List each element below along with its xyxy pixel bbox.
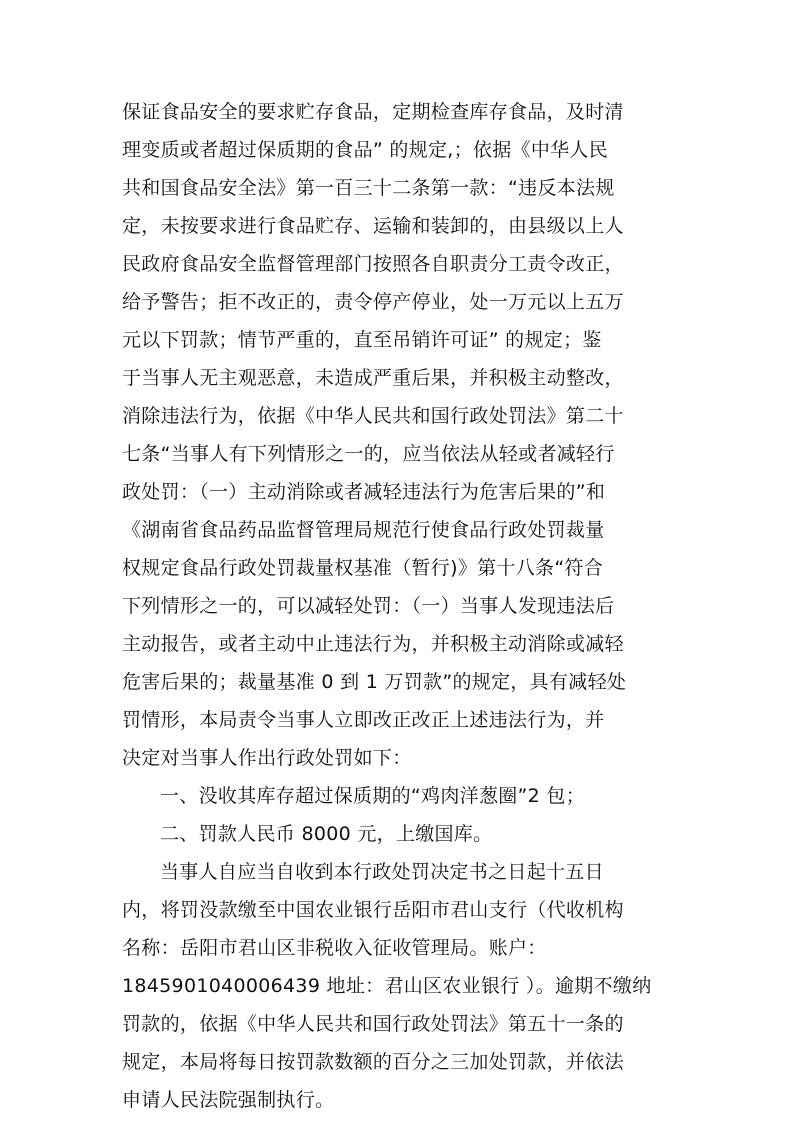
body-line: 民政府食品安全监督管理部门按照各自职责分工责令改正， bbox=[122, 253, 624, 275]
body-line: 元以下罚款；情节严重的，直至吊销许可证” 的规定；鉴 bbox=[122, 329, 602, 351]
body-line: 申请人民法院强制执行。 bbox=[122, 1089, 335, 1111]
body-line: 七条“当事人有下列情形之一的，应当依法从轻或者减轻行 bbox=[122, 443, 615, 465]
body-line: 给予警告；拒不改正的，责令停产停业，处一万元以上五万 bbox=[122, 291, 624, 313]
payment-paragraph-start: 当事人自应当自收到本行政处罚决定书之日起十五日 bbox=[160, 861, 604, 883]
body-line: 规定，本局将每日按罚款数额的百分之三加处罚款，并依法 bbox=[122, 1051, 624, 1073]
body-line: 于当事人无主观恶意，未造成严重后果，并积极主动整改， bbox=[122, 367, 624, 389]
body-line: 下列情形之一的，可以减轻处罚：（一）当事人发现违法后 bbox=[122, 595, 615, 617]
decision-item-1: 一、没收其库存超过保质期的“鸡肉洋葱圈”2 包； bbox=[160, 785, 586, 807]
body-line: 保证食品安全的要求贮存食品，定期检查库存食品，及时清 bbox=[122, 101, 624, 123]
body-line: 定，未按要求进行食品贮存、运输和装卸的，由县级以上人 bbox=[122, 215, 624, 237]
body-line: 罚情形，本局责令当事人立即改正改正上述违法行为，并 bbox=[122, 709, 605, 731]
body-line: 理变质或者超过保质期的食品” 的规定,；依据《中华人民 bbox=[122, 139, 609, 161]
body-line: 内，将罚没款缴至中国农业银行岳阳市君山支行（代收机构 bbox=[122, 899, 624, 921]
account-line: 1845901040006439 地址：君山区农业银行 ）。逾期不缴纳 bbox=[122, 975, 652, 997]
body-line: 权规定食品行政处罚裁量权基准（暂行)》第十八条“符合 bbox=[122, 557, 604, 579]
body-line: 危害后果的；裁量基准 0 到 1 万罚款”的规定，具有减轻处 bbox=[122, 671, 627, 693]
body-line: 消除违法行为，依据《中华人民共和国行政处罚法》第二十 bbox=[122, 405, 624, 427]
body-line: 名称：岳阳市君山区非税收入征收管理局。账户： bbox=[122, 937, 547, 959]
body-line: 罚款的，依据《中华人民共和国行政处罚法》第五十一条的 bbox=[122, 1013, 624, 1035]
body-line: 共和国食品安全法》第一百三十二条第一款：“违反本法规 bbox=[122, 177, 615, 199]
body-line: 主动报告，或者主动中止违法行为，并积极主动消除或减轻 bbox=[122, 633, 624, 655]
body-line: 政处罚：（一）主动消除或者减轻违法行为危害后果的”和 bbox=[122, 481, 606, 503]
body-line: 决定对当事人作出行政处罚如下： bbox=[122, 747, 412, 769]
decision-item-2: 二、罚款人民币 8000 元，上缴国库。 bbox=[160, 823, 493, 845]
body-line: 《湖南省食品药品监督管理局规范行使食品行政处罚裁量 bbox=[122, 519, 605, 541]
